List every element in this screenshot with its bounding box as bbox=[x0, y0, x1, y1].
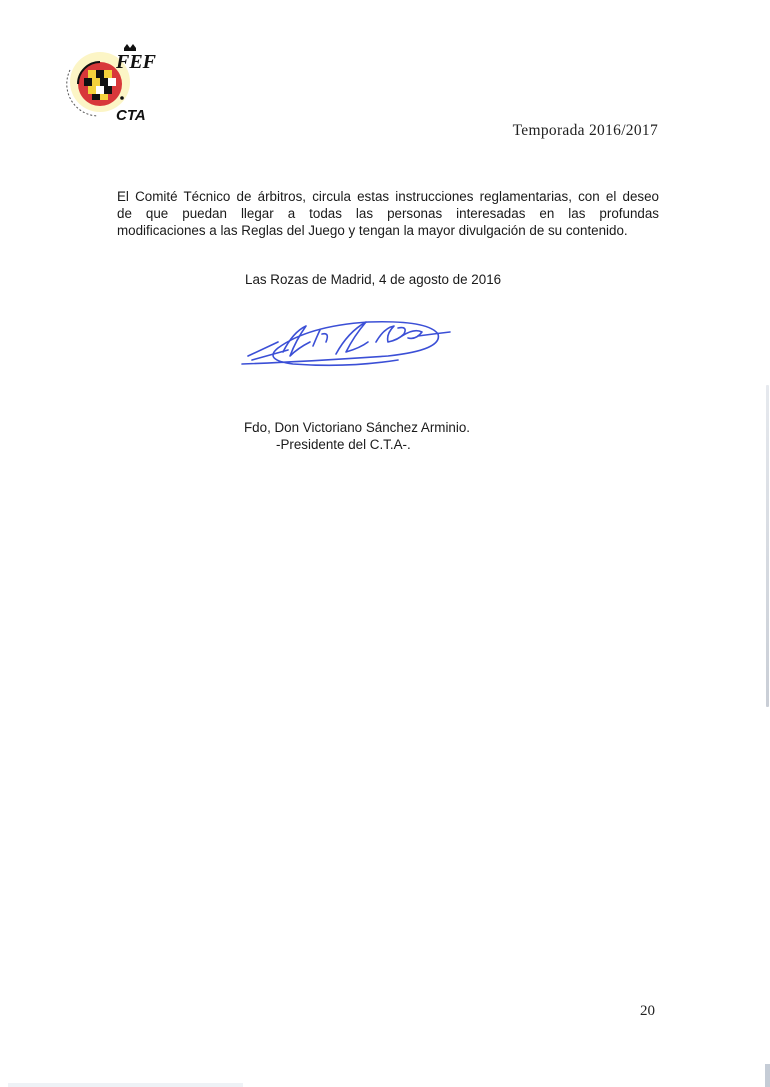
rfef-cta-logo bbox=[62, 40, 162, 130]
logo-fef-text: FEF bbox=[116, 51, 157, 73]
scrollbar-thumb[interactable] bbox=[765, 1064, 770, 1087]
circular-paragraph bbox=[117, 188, 659, 239]
paragraph-line: de que puedan llegar a todas las personas interesadas en las profundas bbox=[117, 206, 659, 221]
page-number: 20 bbox=[640, 1003, 655, 1019]
emblem-icon bbox=[62, 40, 162, 130]
season-label: Temporada 2016/2017 bbox=[512, 122, 658, 139]
place-and-date: Las Rozas de Madrid, 4 de agosto de 2016 bbox=[245, 272, 502, 287]
signer-name: Fdo, Don Victoriano Sánchez Arminio. bbox=[244, 420, 471, 435]
signer-role: -Presidente del C.T.A-. bbox=[276, 437, 411, 452]
logo-cta-text: CTA bbox=[116, 107, 146, 124]
paragraph-line: modificaciones a las Reglas del Juego y tengan la mayor divulgación de su contenido. bbox=[117, 223, 628, 238]
horizontal-scrollbar[interactable] bbox=[8, 1083, 243, 1087]
signature-icon bbox=[238, 312, 468, 374]
handwritten-signature bbox=[238, 312, 468, 374]
page-edge-shadow bbox=[766, 385, 769, 707]
paragraph-line: El Comité Técnico de árbitros, circula estas instrucciones reglamentarias, con el deseo bbox=[117, 189, 659, 204]
